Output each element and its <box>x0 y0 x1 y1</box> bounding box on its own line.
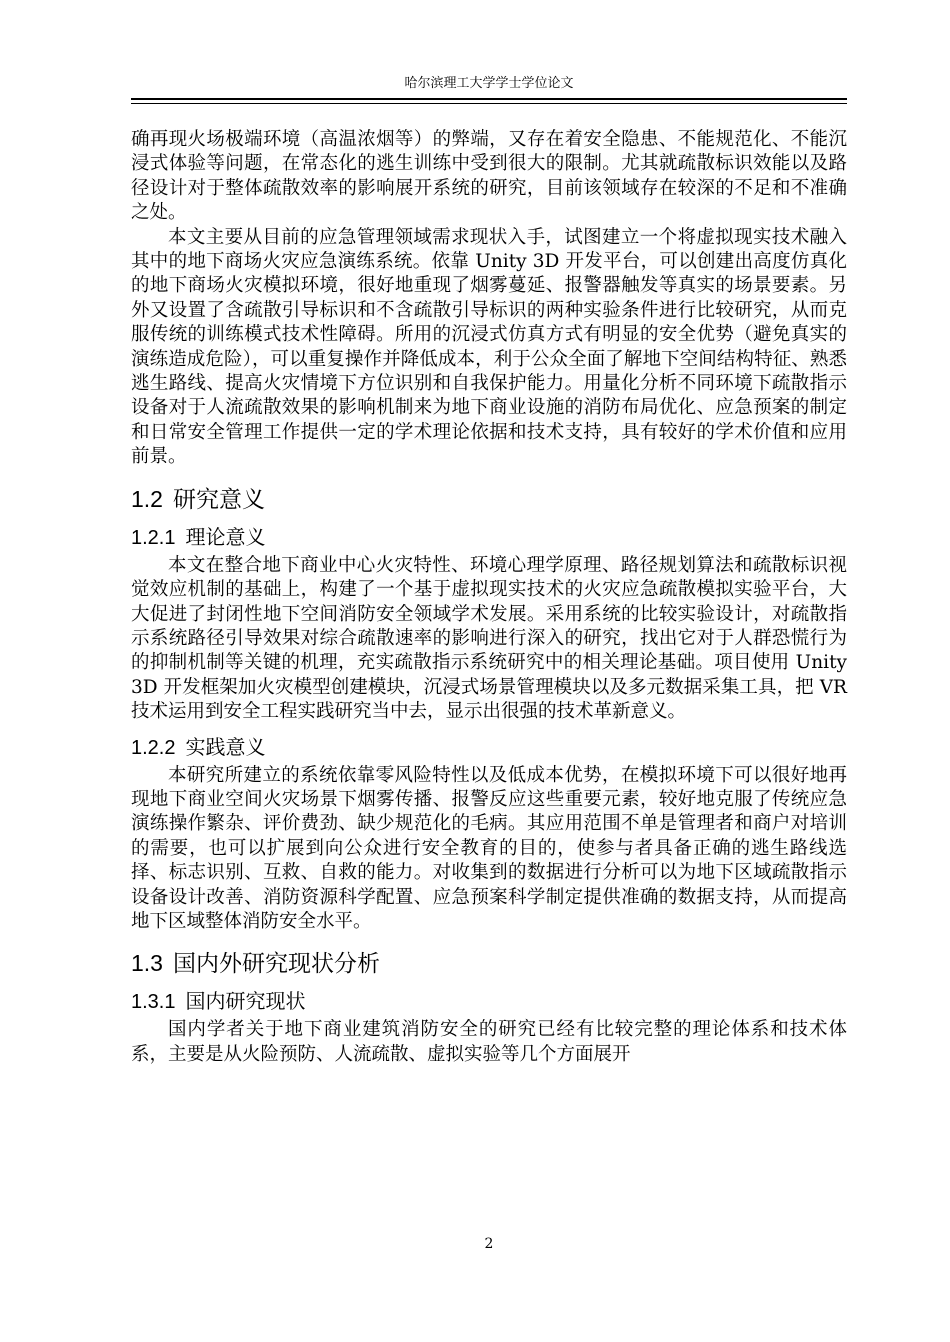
section-number: 1.2 <box>131 485 163 512</box>
paragraph-practical-significance: 本研究所建立的系统依靠零风险特性以及低成本优势，在模拟环境下可以很好地再现地下商业空间火灾场景下烟雾传播、报警反应这些重要元素，较好地克服了传统应急演练操作繁杂、评价费劲、缺少规范化的毛病。其应用范围不单是管理者和商户对培训的需要，也可以扩展到向公众进行安全教育的目的，使参与者具备正确的逃生路线选择、标志识别、互救、自救的能力。对收集到的数据进行分析可以为地下区域疏散指示设备设计改善、消防资源科学配置、应急预案科学制定提供准确的数据支持，从而提高地下区域整体消防安全水平。 <box>131 764 847 932</box>
subsection-heading-1-3-1 <box>131 987 847 1016</box>
subsection-heading-1-2-1 <box>131 523 847 552</box>
header-rule-thin <box>131 103 847 104</box>
section-number: 1.3 <box>131 950 163 977</box>
subsection-title: 国内研究现状 <box>185 989 306 1014</box>
subsection-number: 1.3.1 <box>131 991 176 1014</box>
paragraph-theoretical-significance: 本文在整合地下商业中心火灾特性、环境心理学原理、路径规划算法和疏散标识视觉效应机制的基础上，构建了一个基于虚拟现实技术的火灾应急疏散模拟实验平台，大大促进了封闭性地下空间消防安全领域学术发展。采用系统的比较实验设计，对疏散指示系统路径引导效果对综合疏散速率的影响进行深入的研究，找出它对于人群恐慌行为的抑制机制等关键的机理，充实疏散指示系统研究中的相关理论基础。项目使用 Unity 3D 开发框架加火灾模型创建模块，沉浸式场景管理模块以及多元数据采集工具，把 VR 技术运用到安全工程实践研究当中去，显示出很强的技术革新意义。 <box>131 554 847 723</box>
running-header: 哈尔滨理工大学学士学位论文 <box>404 76 574 91</box>
section-title: 研究意义 <box>172 486 265 513</box>
section-title: 国内外研究现状分析 <box>172 951 380 978</box>
subsection-title: 理论意义 <box>185 524 266 549</box>
subsection-number: 1.2.2 <box>131 736 176 759</box>
page-body <box>131 128 847 1067</box>
section-heading-1-2 <box>131 484 847 515</box>
paragraph-domestic-research: 国内学者关于地下商业建筑消防安全的研究已经有比较完整的理论体系和技术体系，主要是从火险预防、人流疏散、虚拟实验等几个方面展开 <box>131 1019 847 1065</box>
page-number: 2 <box>484 1236 494 1252</box>
header-rule-thick <box>131 98 847 100</box>
section-heading-1-3 <box>131 948 847 979</box>
subsection-number: 1.2.1 <box>131 526 176 549</box>
subsection-title: 实践意义 <box>185 734 266 759</box>
subsection-heading-1-2-2 <box>131 733 847 762</box>
paragraph-research-approach: 本文主要从目前的应急管理领域需求现状入手，试图建立一个将虚拟现实技术融入其中的地下商场火灾应急演练系统。依靠 Unity 3D 开发平台，可以创建出高度仿真化的地下商场火灾模拟环境，很好地重现了烟雾蔓延、报警器触发等真实的场景要素。另外又设置了含疏散引导标识和不含疏散引导标识的两种实验条件进行比较研究，从而克服传统的训练模式技术性障碍。所用的沉浸式仿真方式有明显的安全优势（避免真实的演练造成危险），可以重复操作并降低成本，利于公众全面了解地下空间结构特征、熟悉逃生路线、提高火灾情境下方位识别和自我保护能力。用量化分析不同环境下疏散指示设备对于人流疏散效果的影响机制来为地下商业设施的消防布局优化、应急预案的制定和日常安全管理工作提供一定的学术理论依据和技术支持，具有较好的学术价值和应用前景。 <box>131 226 847 468</box>
paragraph-continuation: 确再现火场极端环境（高温浓烟等）的弊端，又存在着安全隐患、不能规范化、不能沉浸式体验等问题，在常态化的逃生训练中受到很大的限制。尤其就疏散标识效能以及路径设计对于整体疏散效率的影响展开系统的研究，目前该领域存在较深的不足和不准确之处。 <box>131 129 847 224</box>
